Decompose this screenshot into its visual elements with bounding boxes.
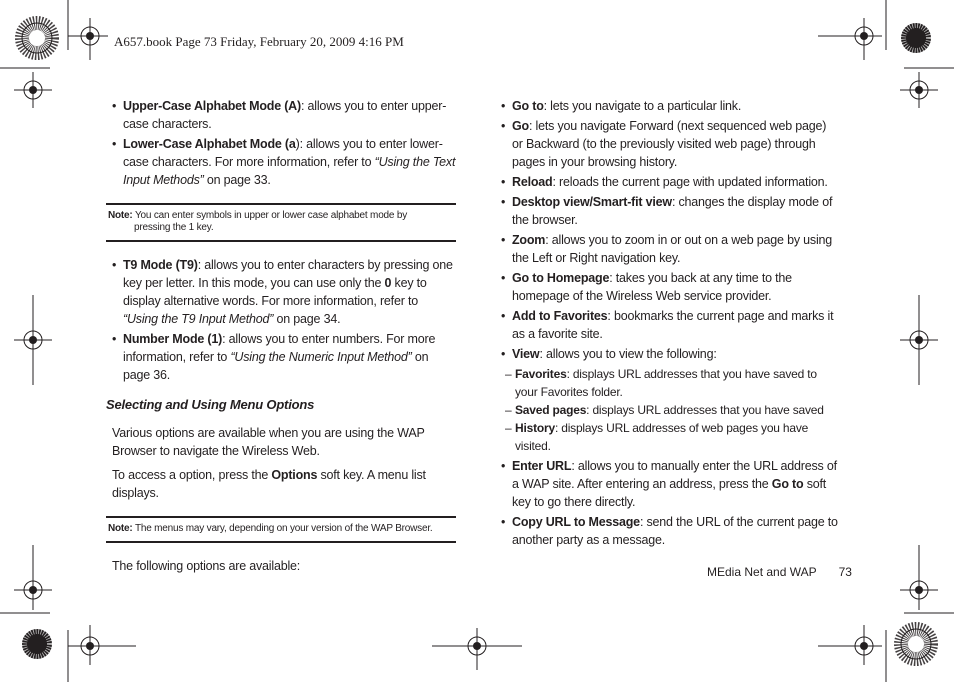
item-text: : reloads the current page with updated information.	[552, 175, 828, 189]
item-term: Lower-Case Alphabet Mode (a	[123, 137, 296, 151]
item-text: : allows you to view the following:	[539, 347, 717, 361]
item-term: Favorites	[515, 367, 567, 381]
note-label: Note:	[108, 210, 133, 221]
item-term: Go to Homepage	[512, 271, 610, 285]
left-column	[106, 97, 456, 581]
bullet-glyph: •	[501, 195, 506, 209]
body-paragraph	[106, 466, 456, 502]
item-term: Go	[512, 119, 529, 133]
bullet-glyph: •	[501, 119, 506, 133]
body-paragraph: The following options are available:	[112, 559, 301, 573]
item-text: : allows you to enter upper-case characters.	[123, 99, 447, 131]
bullet-glyph: •	[112, 137, 117, 151]
note-continuation: pressing the 1 key.	[134, 222, 214, 233]
right-column	[495, 97, 840, 551]
list-item	[106, 330, 456, 384]
cross-reference: “Using the T9 Input Method”	[123, 312, 274, 326]
item-text: : allows you to zoom in or out on a web page by using the Left or Right navigation key.	[512, 233, 833, 265]
item-text: key to display alternative words. For more information, refer to	[123, 276, 427, 308]
body-paragraph: Various options are available when you are using the WAP Browser to navigate the Wireless Web.	[112, 426, 425, 458]
list-item	[495, 231, 840, 267]
item-term: History	[515, 421, 555, 435]
section-heading: Selecting and Using Menu Options	[106, 397, 315, 412]
para-text: soft key. A menu list displays.	[112, 468, 426, 500]
cross-reference: “Using the Numeric Input Method”	[230, 350, 412, 364]
sub-list-item	[495, 365, 840, 401]
item-term: Number Mode (1)	[123, 332, 223, 346]
bullet-glyph: •	[501, 99, 506, 113]
item-text: : allows you to manually enter the URL address of a WAP site. After entering an address, press the	[512, 459, 837, 491]
item-term: Go to	[512, 99, 544, 113]
item-tail: on page 34.	[273, 312, 341, 326]
cross-reference: “Using the Text Input Methods”	[123, 155, 456, 187]
list-item	[495, 513, 840, 549]
list-item	[106, 135, 456, 189]
list-item	[495, 345, 840, 363]
bullet-glyph: •	[501, 459, 506, 473]
item-tail: on page 36.	[123, 350, 429, 382]
page-number: 73	[838, 565, 852, 579]
item-term: Upper-Case Alphabet Mode (A)	[123, 99, 301, 113]
item-term: Saved pages	[515, 403, 587, 417]
list-item	[495, 193, 840, 229]
item-term: View	[512, 347, 540, 361]
item-text: : changes the display mode of the browser.	[512, 195, 833, 227]
note-box	[106, 203, 456, 242]
item-text: : lets you navigate to a particular link.	[543, 99, 742, 113]
sub-list-item	[495, 419, 840, 455]
item-term: Zoom	[512, 233, 546, 247]
list-item	[495, 117, 840, 171]
note-text: You can enter symbols in upper or lower case alphabet mode by	[134, 210, 408, 221]
list-item	[495, 97, 840, 115]
dash-glyph: –	[505, 421, 512, 435]
footer-section-title: MEdia Net and WAP	[707, 565, 817, 579]
item-text: : send the URL of the current page to another party as a message.	[512, 515, 838, 547]
list-item	[495, 307, 840, 343]
item-text: : takes you back at any time to the homepage of the Wireless Web service provider.	[512, 271, 792, 303]
dash-glyph: –	[505, 367, 512, 381]
bullet-glyph: •	[501, 515, 506, 529]
key-name: 0	[384, 276, 392, 290]
dash-glyph: –	[505, 403, 512, 417]
note-label: Note:	[108, 523, 133, 534]
item-text: : lets you navigate Forward (next sequenced web page) or Backward (to the previously visited web page) through pages in your browsing history.	[512, 119, 827, 169]
item-text: soft key to go there directly.	[512, 477, 827, 509]
item-text: : allows you to enter numbers. For more information, refer to	[123, 332, 436, 364]
item-text: ): allows you to enter lower-case characters. For more information, refer to	[123, 137, 443, 169]
note-box	[106, 516, 456, 543]
para-text: To access a option, press the	[112, 468, 272, 482]
list-item	[495, 457, 840, 511]
print-header: A657.book Page 73 Friday, February 20, 2009 4:16 PM	[114, 34, 404, 49]
list-item	[495, 269, 840, 305]
bullet-glyph: •	[501, 175, 506, 189]
bullet-glyph: •	[501, 347, 506, 361]
item-text: : displays URL addresses that you have saved	[586, 403, 824, 417]
note-text: The menus may vary, depending on your version of the WAP Browser.	[134, 523, 433, 534]
bullet-glyph: •	[112, 332, 117, 346]
item-text: : displays URL addresses that you have saved to your Favorites folder.	[515, 367, 817, 399]
key-name: Go to	[771, 477, 804, 491]
item-term: T9 Mode (T9)	[123, 258, 198, 272]
item-term: Desktop view/Smart-fit view	[512, 195, 672, 209]
list-item	[106, 97, 456, 133]
key-name: Options	[271, 468, 318, 482]
sub-list-item	[495, 401, 840, 419]
item-text: : displays URL addresses of web pages you have visited.	[515, 421, 809, 453]
item-term: Reload	[512, 175, 553, 189]
item-term: Copy URL to Message	[512, 515, 640, 529]
bullet-glyph: •	[501, 233, 506, 247]
bullet-glyph: •	[112, 99, 117, 113]
item-text: : bookmarks the current page and marks it as a favorite site.	[512, 309, 834, 341]
page-footer	[707, 565, 852, 579]
bullet-glyph: •	[501, 309, 506, 323]
item-term: Enter URL	[512, 459, 572, 473]
item-text: : allows you to enter characters by pressing one key per letter. In this mode, you can use only the	[123, 258, 453, 290]
list-item	[106, 256, 456, 328]
item-tail: on page 33.	[203, 173, 271, 187]
bullet-glyph: •	[112, 258, 117, 272]
list-item	[495, 173, 840, 191]
bullet-glyph: •	[501, 271, 506, 285]
item-term: Add to Favorites	[512, 309, 608, 323]
